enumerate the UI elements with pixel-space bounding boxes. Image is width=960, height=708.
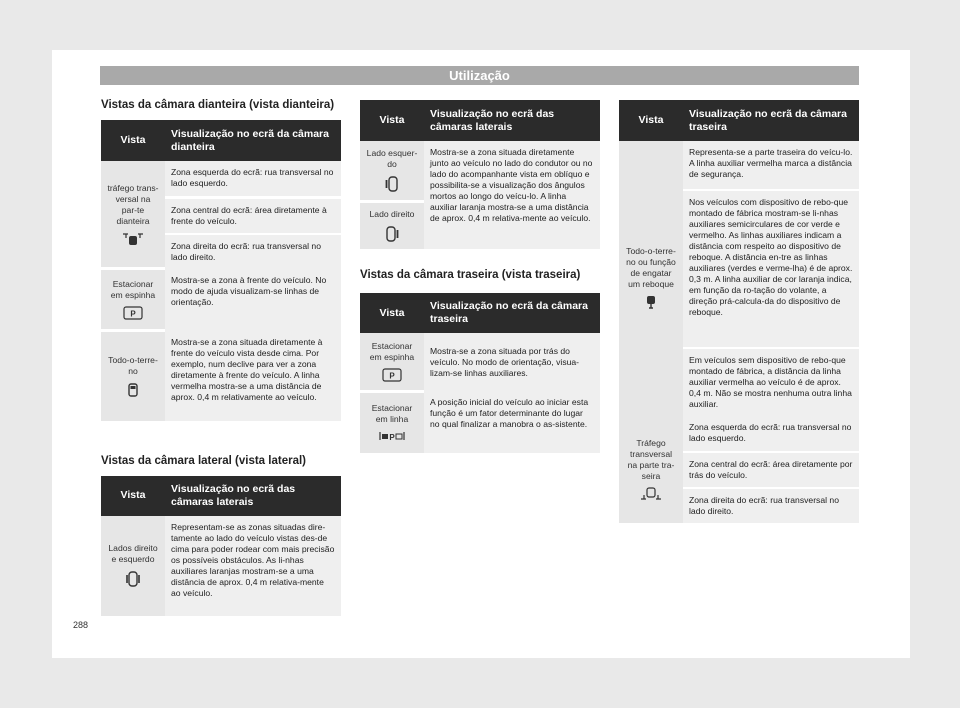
view-cell <box>619 416 683 523</box>
desc-cell: Zona central do ecrã: área diretamente por trás do veículo. <box>683 452 859 488</box>
desc-cell: Zona esquerda do ecrã: rua transversal no lado esquerdo. <box>683 416 859 452</box>
rear-cross-traffic-icon <box>640 487 662 501</box>
view-cell <box>360 201 424 249</box>
col-header-display: Visualização no ecrã da câmara traseira <box>683 100 859 141</box>
left-column <box>101 98 341 616</box>
view-label: Lado direito <box>369 208 415 219</box>
side-cameras-icon <box>126 570 140 588</box>
desc-cell: Zona esquerda do ecrã: rua transversal no lado esquerdo. <box>165 161 341 197</box>
view-label: Lados direito e esquerdo <box>108 543 158 564</box>
desc-cell: Zona direita do ecrã: rua transversal no lado direito. <box>165 234 341 269</box>
page-number: 288 <box>73 620 89 630</box>
col-header-display: Visualização no ecrã da câmara traseira <box>424 293 600 333</box>
desc-cell: A posição inicial do veículo ao iniciar esta função é um fator determinante do lugar no qual finalizar a manobra o as-sistente. <box>424 391 600 453</box>
lateral-camera-title: Vistas da câmara lateral (vista lateral) <box>101 454 306 467</box>
view-cell <box>101 161 165 269</box>
front-camera-table <box>101 120 341 421</box>
svg-text:P: P <box>130 309 136 319</box>
view-label: Lado esquer-do <box>366 147 418 169</box>
view-cell <box>101 516 165 616</box>
view-label: Tráfego transversal na parte tra-seira <box>627 438 675 481</box>
view-label: Estacionar em linha <box>371 403 413 425</box>
desc-cell: Mostra-se a zona situada diretamente à frente do veículo vista desde cima. Por exemplo, num declive para ver a zona diretamente à frente do veículo. A linha vermelha mostra-se a uma distância de aprox. 0,4 m relativamente ao veículo. <box>165 331 341 421</box>
col-header-view: Vista <box>619 100 683 141</box>
desc-cell: Mostra-se a zona situada por trás do veículo. No modo de orientação, visua-lizam-se linhas auxiliares. <box>424 333 600 391</box>
front-cross-traffic-icon <box>122 232 144 246</box>
offroad-front-icon <box>127 382 139 398</box>
desc-cell: Representam-se as zonas situadas dire-tamente ao lado do veículo vistas des-de cima para poder rodear com mais precisão os possíveis obstáculos. As li-nhas auxiliares laranjas mostram-se a uma distância de aprox. 0,4 m relativa-mente ao veículo. <box>165 516 341 616</box>
middle-column <box>360 100 600 453</box>
col-header-display: Visualização no ecrã da câmara dianteira <box>165 120 341 161</box>
view-label: Estacionar em espinha <box>369 340 415 362</box>
svg-text:P: P <box>389 371 395 381</box>
col-header-display: Visualização no ecrã das câmaras laterais <box>424 100 600 141</box>
left-side-camera-icon <box>385 175 399 193</box>
right-side-camera-icon <box>385 225 399 243</box>
desc-cell: Zona direita do ecrã: rua transversal no lado direito. <box>683 488 859 523</box>
col-header-view: Vista <box>360 100 424 141</box>
col-header-display: Visualização no ecrã das câmaras laterais <box>165 476 341 516</box>
view-cell <box>101 331 165 421</box>
col-header-view: Vista <box>360 293 424 333</box>
col-header-view: Vista <box>101 476 165 516</box>
view-cell <box>101 269 165 331</box>
desc-cell: Nos veículos com dispositivo de rebo-que montado de fábrica mostram-se li-nhas auxiliares semicirculares de cor verde e vermelho. As linhas auxiliares indicam a distância com respeito ao dispositivo de reboque. A distância en-tre as linhas auxiliares (verdes e verme-lha) é de aprox. 0,3 m. A linha auxiliar de cor laranja indica, em função da ro-tação do volante, a direção prá-calcula-da do dispositivo de reboque. <box>683 190 859 348</box>
lateral-camera-table <box>101 476 341 616</box>
rear-parking-icon <box>382 368 402 382</box>
view-label: Estacionar em espinha <box>110 279 156 300</box>
view-cell <box>619 141 683 416</box>
desc-cell: Mostra-se a zona à frente do veículo. No modo de ajuda visualizam-se linhas de orientação. <box>165 269 341 331</box>
view-label: Todo-o-terre-no <box>108 354 158 376</box>
view-cell <box>360 141 424 201</box>
desc-cell: Em veículos sem dispositivo de rebo-que montado de fábrica, a distância da linha auxiliar vermelha ao veículo é de aprox. 0,4 m. Não se mostra nenhuma outra linha auxiliar. <box>683 348 859 416</box>
rear-camera-table-continued <box>619 100 859 523</box>
right-column <box>619 100 859 523</box>
view-cell <box>360 391 424 453</box>
col-header-view: Vista <box>101 120 165 161</box>
front-camera-title: Vistas da câmara dianteira (vista dianteira) <box>101 99 335 111</box>
desc-cell: Zona central do ecrã: área diretamente à frente do veículo. <box>165 197 341 234</box>
desc-cell: Representa-se a parte traseira do veícu-lo. A linha auxiliar vermelha marca a distância de segurança. <box>683 141 859 190</box>
desc-cell: Mostra-se a zona situada diretamente junto ao veículo no lado do condutor ou no lado do acompanhante vista em oblíquo e possibilita-se a visualização dos ângulos mortos ao longo do veícu-lo. A linha auxiliar laranja mostra-se a uma distância de aprox. 0,4 m relativa-mente ao veículo. <box>424 141 600 249</box>
front-parking-icon <box>123 306 143 320</box>
view-label: Todo-o-terre-no ou função de engatar um reboque <box>626 246 676 289</box>
rear-camera-table <box>360 293 600 453</box>
lateral-camera-table-continued <box>360 100 600 249</box>
svg-text:P: P <box>389 433 395 443</box>
rear-camera-title: Vistas da câmara traseira (vista traseira) <box>360 269 581 281</box>
section-header: Utilização <box>100 66 859 85</box>
view-label: tráfego trans-versal na par-te dianteira <box>107 182 159 226</box>
view-cell <box>360 333 424 391</box>
parallel-parking-icon <box>379 430 405 442</box>
trailer-hitch-icon <box>644 295 658 311</box>
